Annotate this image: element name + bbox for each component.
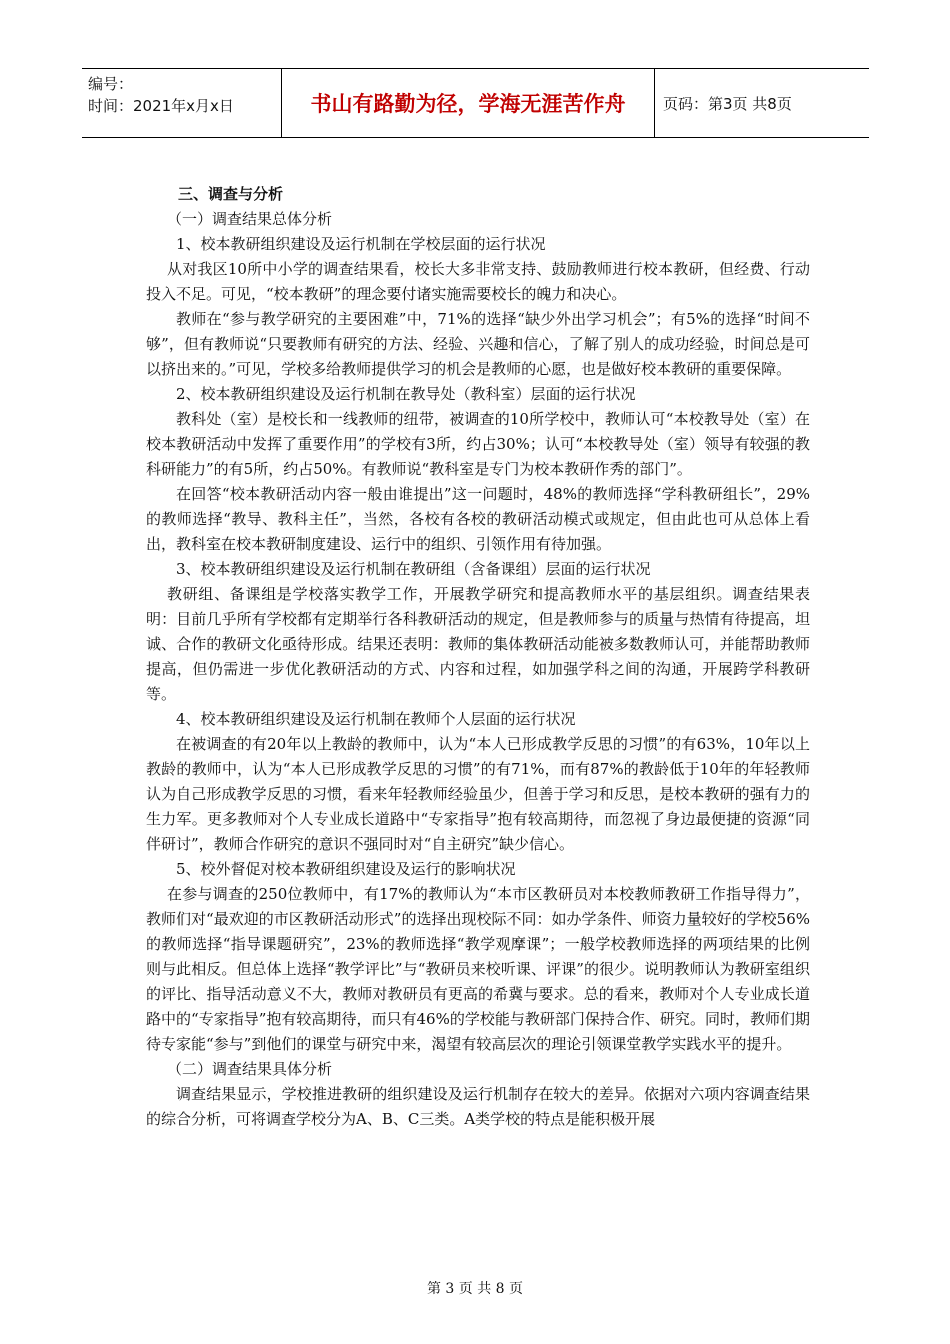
page-header bbox=[82, 68, 869, 138]
header-motto: 书山有路勤为径，学海无涯苦作舟 bbox=[282, 69, 655, 137]
page-footer: 第 3 页 共 8 页 bbox=[426, 1281, 524, 1297]
item-heading-4: 4、校本教研组织建设及运行机制在教师个人层面的运行状况 bbox=[176, 710, 576, 728]
item-heading-5: 5、校外督促对校本教研组织建设及运行的影响状况 bbox=[176, 860, 516, 878]
subsection-heading-1: （一）调查结果总体分析 bbox=[167, 210, 333, 228]
paragraph-6: 在被调查的有20年以上教龄的教师中，认为“本人已形成教学反思的习惯”的有63%，10年以上教龄的教师中，认为“本人已形成教学反思的习惯”的有71%，而有87%的教龄低于10年的年轻教师认为自己形成教学反思的习惯，看来年轻教师经验虽少，但善于学习和反思，是校本教研的强有力的生力军。更多教师对个人专业成长道路中“专家指导”抱有较高期待，而忽视了身边最便捷的资源“同伴研讨”，教师合作研究的意识不强同时对“自主研究”缺少信心。 bbox=[146, 735, 810, 853]
header-page-info: 页码：第3页 共8页 bbox=[663, 94, 792, 113]
paragraph-1: 从对我区10所中小学的调查结果看，校长大多非常支持、鼓励教师进行校本教研，但经费、行动投入不足。可见，“校本教研”的理念要付诸实施需要校长的魄力和决心。 bbox=[146, 260, 810, 303]
paragraph-8: 调查结果显示，学校推进教研的组织建设及运行机制存在较大的差异。依据对六项内容调查结果的综合分析，可将调查学校分为A、B、C三类。A类学校的特点是能积极开展 bbox=[146, 1085, 810, 1128]
item-heading-1: 1、校本教研组织建设及运行机制在学校层面的运行状况 bbox=[176, 235, 546, 253]
document-body bbox=[146, 182, 810, 1132]
paragraph-4: 在回答“校本教研活动内容一般由谁提出”这一问题时，48%的教师选择“学科教研组长”，29%的教师选择“教导、教科主任”，当然，各校有各校的教研活动模式或规定，但由此也可从总体上看出，教科室在校本教研制度建设、运行中的组织、引领作用有待加强。 bbox=[146, 485, 810, 553]
paragraph-7: 在参与调查的250位教师中，有17%的教师认为“本市区教研员对本校教师教研工作指导得力”，教师们对“最欢迎的市区教研活动形式”的选择出现校际不同：如办学条件、师资力量较好的学校56%的教师选择“指导课题研究”，23%的教师选择“教学观摩课”；一般学校教师选择的两项结果的比例则与此相反。但总体上选择“教学评比”与“教研员来校听课、评课”的很少。说明教师认为教研室组织的评比、指导活动意义不大，教师对教研员有更高的希冀与要求。总的看来，教师对个人专业成长道路中的“专家指导”抱有较高期待，而只有46%的学校能与教研部门保持合作、研究。同时，教师们期待专家能“参与”到他们的课堂与研究中来，渴望有较高层次的理论引领课堂教学实践水平的提升。 bbox=[146, 885, 810, 1053]
paragraph-2: 教师在“参与教学研究的主要困难”中，71%的选择“缺少外出学习机会”；有5%的选择“时间不够”，但有教师说“只要教师有研究的方法、经验、兴趣和信心，了解了别人的成功经验，时间总是可以挤出来的。”可见，学校多给教师提供学习的机会是教师的心愿，也是做好校本教研的重要保障。 bbox=[146, 310, 810, 378]
header-meta bbox=[82, 69, 282, 137]
paragraph-5: 教研组、备课组是学校落实教学工作，开展教学研究和提高教师水平的基层组织。调查结果表明：目前几乎所有学校都有定期举行各科教研活动的规定，但是教师参与的质量与热情有待提高，坦诚、合作的教研文化亟待形成。结果还表明：教师的集体教研活动能被多数教师认可，并能帮助教师提高，但仍需进一步优化教研活动的方式、内容和过程，如加强学科之间的沟通，开展跨学科教研等。 bbox=[146, 585, 810, 703]
header-date: 时间：2021年x月x日 bbox=[88, 97, 234, 115]
item-heading-2: 2、校本教研组织建设及运行机制在教导处（教科室）层面的运行状况 bbox=[176, 385, 636, 403]
item-heading-3: 3、校本教研组织建设及运行机制在教研组（含备课组）层面的运行状况 bbox=[176, 560, 651, 578]
subsection-heading-2: （二）调查结果具体分析 bbox=[167, 1060, 333, 1078]
paragraph-3: 教科处（室）是校长和一线教师的纽带，被调查的10所学校中，教师认可“本校教导处（室）在校本教研活动中发挥了重要作用”的学校有3所，约占30%；认可“本校教导处（室）领导有较强的教科研能力”的有5所，约占50%。有教师说“教科室是专门为校本教研作秀的部门”。 bbox=[146, 410, 810, 478]
header-number: 编号： bbox=[88, 75, 134, 93]
section-heading: 三、调查与分析 bbox=[178, 185, 284, 203]
